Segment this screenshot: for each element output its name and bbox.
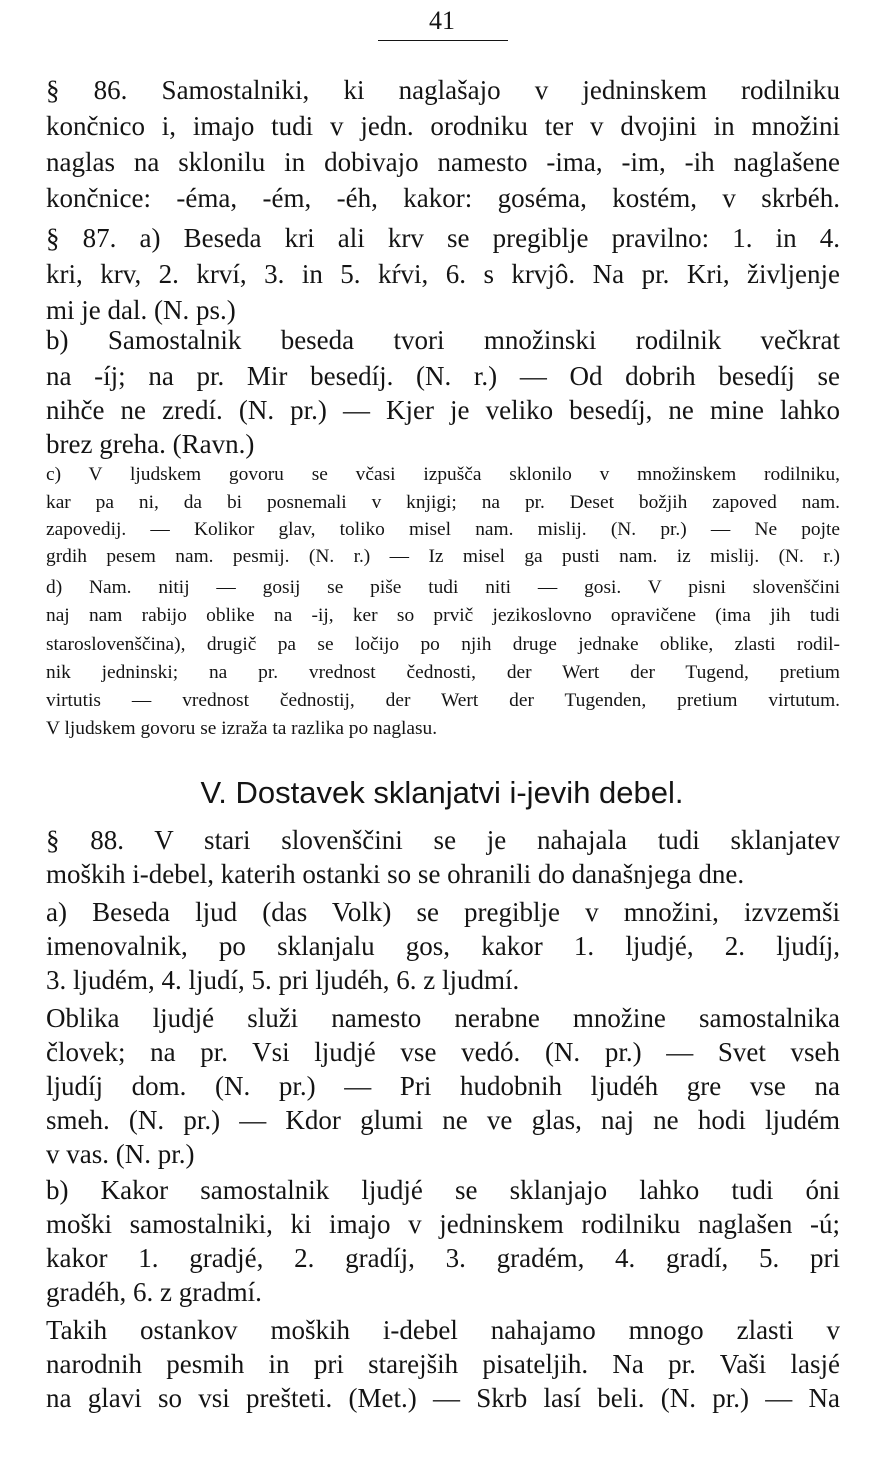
page-number: 41 [429,6,455,35]
text-line: narodnih pesmih in pri starejših pisateljih. Na pr. Vaši lasjé [46,1349,840,1379]
text-line: kakor 1. gradjé, 2. gradíj, 3. gradém, 4. gradí, 5. pri [46,1243,840,1273]
chapter-heading: V. Dostavek sklanjatvi i-jevih debel. [200,775,684,810]
small-text-line: zapovedij. — Kolikor glav, toliko misel nam. mislij. (N. pr.) — Ne pojte [46,519,840,540]
text-line: 3. ljudém, 4. ljudí, 5. pri ljudéh, 6. z ljudmí. [46,965,520,995]
text-line: moški samostalniki, ki imajo v jedninskem rodilniku naglašen -ú; [46,1209,840,1239]
text-line: smeh. (N. pr.) — Kdor glumi ne ve glas, naj ne hodi ljudém [46,1105,840,1135]
small-text-line: naj nam rabijo oblike na -ij, ker so prvič jezikoslovno opravičene (ima jih tudi [46,605,840,626]
text-line: končnice: -éma, -ém, -éh, kakor: goséma, kostém, v skrbéh. [46,183,840,213]
header-rule [378,40,508,41]
text-line: brez greha. (Ravn.) [46,429,255,459]
text-line: imenovalnik, po sklanjalu gos, kakor 1. ljudjé, 2. ljudíj, [46,931,840,961]
text-line: na -íj; na pr. Mir besedíj. (N. r.) — Od dobrih besedíj se [46,361,840,391]
small-text-line: grdih pesem nam. pesmij. (N. r.) — Iz misel ga pusti nam. iz mislij. (N. r.) [46,546,840,567]
small-text-line: nik jedninski; na pr. vrednost čednosti, der Wert der Tugend, pretium [46,662,840,683]
text-line: v vas. (N. pr.) [46,1139,195,1169]
text-line: ljudíj dom. (N. pr.) — Pri hudobnih ljudéh gre vse na [46,1071,840,1101]
text-line: § 86. Samostalniki, ki naglašajo v jedninskem rodilniku [46,75,840,105]
text-line: § 87. a) Beseda kri ali krv se pregiblje pravilno: 1. in 4. [46,223,840,253]
text-line: Oblika ljudjé služi namesto nerabne množine samostalnika [46,1003,840,1033]
text-line: a) Beseda ljud (das Volk) se pregiblje v množini, izvzemši [46,897,840,927]
text-line: nihče ne zredí. (N. pr.) — Kjer je veliko besedíj, ne mine lahko [46,395,840,425]
small-text-line: V ljudskem govoru se izraža ta razlika po naglasu. [46,718,438,739]
text-line: naglas na sklonilu in dobivajo namesto -ima, -im, -ih naglašene [46,147,840,177]
text-line: moških i-debel, katerih ostanki so se ohranili do današnjega dne. [46,859,745,889]
small-text-line: c) V ljudskem govoru se včasi izpušča sklonilo v množinskem rodilniku, [46,464,840,485]
small-text-line: staroslovenščina), drugič pa se ločijo po njih druge jednake oblike, zlasti rodil- [46,634,840,655]
text-line: človek; na pr. Vsi ljudjé vse vedó. (N. pr.) — Svet vseh [46,1037,840,1067]
text-line: mi je dal. (N. ps.) [46,295,236,325]
text-line: končnico i, imajo tudi v jedn. orodniku ter v dvojini in množini [46,111,840,141]
small-text-line: d) Nam. nitij — gosij se piše tudi niti — gosi. V pisni slovenščini [46,577,840,598]
text-line: kri, krv, 2. krví, 3. in 5. kŕvi, 6. s krvjô. Na pr. Kri, življenje [46,259,840,289]
text-line: § 88. V stari slovenščini se je nahajala tudi sklanjatev [46,825,840,855]
text-line: na glavi so vsi prešteti. (Met.) — Skrb lasí beli. (N. pr.) — Na [46,1383,840,1413]
text-line: Takih ostankov moških i-debel nahajamo mnogo zlasti v [46,1315,840,1345]
text-line: b) Kakor samostalnik ljudjé se sklanjajo lahko tudi óni [46,1175,840,1205]
small-text-line: virtutis — vrednost čednostij, der Wert der Tugenden, pretium virtutum. [46,690,840,711]
text-line: gradéh, 6. z gradmí. [46,1277,262,1307]
small-text-line: kar pa ni, da bi posnemali v knjigi; na pr. Deset božjih zapoved nam. [46,492,840,513]
text-line: b) Samostalnik beseda tvori množinski rodilnik večkrat [46,325,840,355]
